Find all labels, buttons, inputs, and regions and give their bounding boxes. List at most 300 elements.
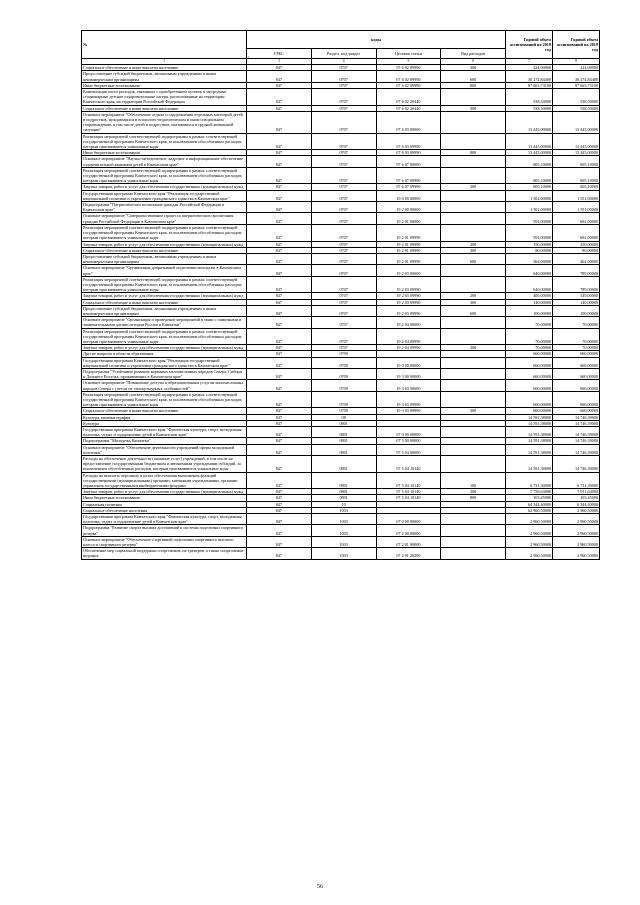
row-cs: 19 2 01 00000 [376, 213, 441, 224]
page-number: 56 [317, 884, 323, 890]
row-2019: 103,45000 [553, 495, 600, 501]
row-vr: 100 [441, 472, 506, 489]
row-razdel: 1003 [311, 507, 376, 513]
row-2019: 538,50000 [553, 105, 600, 111]
row-razdel: 0709 [311, 351, 376, 357]
row-vr: 800 [441, 82, 506, 88]
row-grbs: 847 [247, 224, 312, 241]
row-2019: 660,00000 [553, 357, 600, 368]
row-2019: 6 344,40000 [553, 501, 600, 507]
row-grbs: 847 [247, 357, 312, 368]
row-name: Предоставление субсидий бюджетным, автономным учреждениям и иным некоммерческим организациям [82, 305, 247, 316]
row-cs: 19 2 04 00000 [376, 317, 441, 328]
row-cs: 07 6 02 09990 [376, 82, 441, 88]
row-2018: 2 960,50000 [506, 525, 553, 536]
row-cs: 07 5 04 10140 [376, 456, 441, 473]
row-grbs: 847 [247, 489, 312, 495]
row-razdel: 0707 [311, 345, 376, 351]
row-name: Закупка товаров, работ и услуг для обеспечения государственных (муниципальных) нужд [82, 345, 247, 351]
row-vr [441, 328, 506, 345]
header-grbs: ГРБС [247, 49, 312, 59]
row-grbs: 847 [247, 514, 312, 525]
row-2019: 140,00000 [553, 299, 600, 305]
colnum-7: 7 [506, 59, 553, 65]
row-cs: 07 6 07 09990 [376, 184, 441, 190]
row-razdel: 0709 [311, 408, 376, 414]
row-cs: 07 2 00 00000 [376, 525, 441, 536]
row-2019: 660,00000 [553, 408, 600, 414]
row-vr: 300 [441, 105, 506, 111]
row-grbs: 847 [247, 105, 312, 111]
row-name: Государственная программа Камчатского края "Физическая культура, спорт, молодежная политика, отдых и оздоровление детей в Камчатском крае" [82, 427, 247, 438]
row-name: Социальное обеспечение и иные выплаты населению [82, 408, 247, 414]
row-name: Основное мероприятие "Обеспечение отдыха и оздоровления отдельных категорий детей и подростков, нуждающихся в психолого-педагогическом и ином специальном сопровождении, в том числе детей и подростков, оказавшихся в трудной жизненной ситуации" [82, 111, 247, 133]
row-grbs: 847 [247, 414, 312, 420]
table-row [82, 456, 600, 473]
row-name: Социальное обеспечение и иные выплаты населению [82, 65, 247, 71]
table-row [82, 391, 600, 408]
row-2018: 14 591,38000 [506, 438, 553, 444]
row-2018: 70,00000 [506, 328, 553, 345]
row-cs: 07 5 04 10140 [376, 489, 441, 495]
row-vr [441, 190, 506, 201]
row-razdel: 0707 [311, 317, 376, 328]
row-cs: 07 6 02 20440 [376, 105, 441, 111]
row-2018: 592,00000 [506, 213, 553, 224]
row-grbs: 847 [247, 420, 312, 426]
row-2019: 660,00000 [553, 368, 600, 379]
row-razdel: 0707 [311, 105, 376, 111]
row-razdel: 0707 [311, 299, 376, 305]
row-grbs: 847 [247, 317, 312, 328]
row-2019: 789,00000 [553, 265, 600, 276]
table-row [82, 265, 600, 276]
row-vr [441, 213, 506, 224]
header-num: № [82, 31, 247, 59]
table-row [82, 71, 600, 82]
table-row [82, 368, 600, 379]
row-2018: 1 502,00000 [506, 202, 553, 213]
table-row [82, 536, 600, 547]
header-2019: Годовой объем ассигнований на 2019 год [553, 31, 600, 59]
row-cs: 19 2 00 00000 [376, 202, 441, 213]
row-cs: 19 3 03 00000 [376, 380, 441, 391]
table-row [82, 213, 600, 224]
row-2019: 462,00000 [553, 253, 600, 264]
row-2018: 2 960,50000 [506, 548, 553, 559]
table-row [82, 224, 600, 241]
row-2019: 692,00000 [553, 213, 600, 224]
row-cs: 19 2 03 09990 [376, 293, 441, 299]
row-razdel: 0707 [311, 82, 376, 88]
row-2018: 592,00000 [506, 224, 553, 241]
row-2019: 2 960,50000 [553, 514, 600, 525]
row-cs: 07 6 02 09990 [376, 71, 441, 82]
row-2018: 62 960,50000 [506, 507, 553, 513]
row-cs: 19 0 00 00000 [376, 190, 441, 201]
row-grbs: 847 [247, 351, 312, 357]
row-name: Расходы на выплаты персоналу в целях обеспечения выполнения функций государственными (муниципальными) органами, казенными учреждениями, органами управления государственными внебюджетными фондами [82, 472, 247, 489]
row-razdel: 0707 [311, 265, 376, 276]
row-razdel: 0707 [311, 89, 376, 106]
row-grbs: 847 [247, 276, 312, 293]
row-name: Иные бюджетные ассигнования [82, 82, 247, 88]
row-name: Подпрограмма "Устойчивое развитие коренных малочисленных народов Севера, Сибири и Дальнего Востока, проживающих в Камчатском крае" [82, 368, 247, 379]
row-vr [441, 111, 506, 133]
row-name: Основное мероприятие "Совершенствование процесса патриотического воспитания граждан Российской Федерации в Камчатском крае" [82, 213, 247, 224]
row-name: Основное мероприятие "Обеспечение спортивной подготовки спортивного высшего класса и спортивного резерва" [82, 536, 247, 547]
row-name: Основное мероприятие "Организация и проведение мероприятий в связи с памятными и знаменательными датами истории России и Камчатки" [82, 317, 247, 328]
row-razdel: 0707 [311, 167, 376, 184]
row-cs: 07 6 02 09990 [376, 65, 441, 71]
row-2019: 14 746,39000 [553, 444, 600, 455]
row-2018: 660,00000 [506, 380, 553, 391]
row-grbs: 847 [247, 345, 312, 351]
table-row [82, 427, 600, 438]
table-row [82, 305, 600, 316]
row-cs: 19 3 03 09990 [376, 408, 441, 414]
row-grbs: 847 [247, 111, 312, 133]
row-cs: 19 2 03 09990 [376, 305, 441, 316]
row-2019: 224,00000 [553, 65, 600, 71]
header-row [82, 31, 600, 49]
row-grbs: 847 [247, 247, 312, 253]
row-razdel: 0707 [311, 150, 376, 156]
row-name: Реализация мероприятий соответствующей подпрограммы в рамках соответствующей государственной программы Камчатского края, за исключением обособленных расходов, которым присваиваются уникальные коды [82, 391, 247, 408]
row-grbs: 847 [247, 65, 312, 71]
colnum-4: 4 [311, 59, 376, 65]
row-2019: 7 911,64000 [553, 489, 600, 495]
row-2018: 660,00000 [506, 408, 553, 414]
row-cs: 19 3 03 09990 [376, 391, 441, 408]
row-cs: 19 2 01 09990 [376, 224, 441, 241]
row-razdel: 0707 [311, 202, 376, 213]
row-2019: 1 551,00000 [553, 190, 600, 201]
row-name: Закупка товаров, работ и услуг для обеспечения государственных (муниципальных) нужд [82, 241, 247, 247]
table-row [82, 111, 600, 133]
row-grbs: 847 [247, 456, 312, 473]
row-grbs: 847 [247, 438, 312, 444]
row-name: Иные бюджетные ассигнования [82, 150, 247, 156]
budget-table-sheet [81, 30, 600, 560]
row-grbs: 847 [247, 368, 312, 379]
row-razdel: 0709 [311, 391, 376, 408]
row-razdel: 0707 [311, 247, 376, 253]
row-vr: 800 [441, 495, 506, 501]
row-cs: 19 2 01 09990 [376, 253, 441, 264]
row-2018: 400,00000 [506, 293, 553, 299]
table-row [82, 89, 600, 106]
row-cs: 07 2 01 00000 [376, 536, 441, 547]
row-cs: 19 2 01 09990 [376, 241, 441, 247]
row-name: Основное мероприятие "Обеспечение деятельности учреждений сферы молодежной политики" [82, 444, 247, 455]
row-vr [441, 380, 506, 391]
row-cs: 19 0 00 00000 [376, 357, 441, 368]
row-2019: 13 445,00000 [553, 111, 600, 133]
row-2018: 14 591,38000 [506, 456, 553, 473]
row-name: Закупка товаров, работ и услуг для обеспечения государственных (муниципальных) нужд [82, 293, 247, 299]
row-vr [441, 276, 506, 293]
colnum-5: 5 [376, 59, 441, 65]
table-row [82, 328, 600, 345]
colnum-2-hidden: 2 [247, 56, 249, 60]
row-cs: 19 2 04 09990 [376, 328, 441, 345]
row-2019: 660,00000 [553, 351, 600, 357]
row-2018: 224,00000 [506, 65, 553, 71]
row-cs: 07 2 01 20290 [376, 548, 441, 559]
row-name: Подпрограмма "Патриотическое воспитание граждан Российской Федерации в Камчатском крае" [82, 202, 247, 213]
row-2018: 13 445,00000 [506, 133, 553, 150]
header-kody: коды [247, 31, 506, 49]
row-grbs: 847 [247, 328, 312, 345]
row-razdel: 0707 [311, 305, 376, 316]
row-name: Реализация мероприятий соответствующей подпрограммы в рамках соответствующей государственной программы Камчатского края, за исключением обособленных расходов, которым присваиваются уникальные коды [82, 224, 247, 241]
row-name: Социальное обеспечение населения [82, 507, 247, 513]
row-cs: 07 6 02 20440 [376, 89, 441, 106]
row-vr [441, 536, 506, 547]
row-name: Предоставление субсидий бюджетным, автономным учреждениям и иным некоммерческим организациям [82, 71, 247, 82]
row-2019: 605,10000 [553, 156, 600, 167]
row-grbs: 847 [247, 213, 312, 224]
row-vr [441, 224, 506, 241]
row-grbs: 847 [247, 501, 312, 507]
row-vr: 300 [441, 65, 506, 71]
row-cs: 07 0 00 00000 [376, 427, 441, 438]
row-vr: 600 [441, 305, 506, 316]
row-grbs: 847 [247, 427, 312, 438]
table-row [82, 190, 600, 201]
row-vr [441, 89, 506, 106]
row-grbs: 847 [247, 190, 312, 201]
row-cs: 07 6 07 09990 [376, 167, 441, 184]
row-vr: 200 [441, 345, 506, 351]
table-row [82, 133, 600, 150]
row-name: Подпрограмма "Развитие спорта высших достижений и системы подготовки спортивного резерва" [82, 525, 247, 536]
row-vr [441, 525, 506, 536]
row-razdel: 0801 [311, 427, 376, 438]
row-2018: 660,00000 [506, 368, 553, 379]
row-razdel: 0801 [311, 472, 376, 489]
row-razdel: 1003 [311, 514, 376, 525]
row-2019: 14 746,39000 [553, 414, 600, 420]
row-2018: 605,10000 [506, 156, 553, 167]
colnum-1: 1 [82, 59, 247, 65]
row-cs: 07 5 04 00000 [376, 444, 441, 455]
row-razdel: 0707 [311, 184, 376, 190]
row-cs: 07 6 07 00000 [376, 156, 441, 167]
row-2019: 2 960,50000 [553, 525, 600, 536]
row-razdel: 0707 [311, 224, 376, 241]
row-grbs: 847 [247, 89, 312, 106]
row-vr [441, 357, 506, 368]
row-grbs: 847 [247, 391, 312, 408]
header-razdel: Раздел, под-раздел [311, 49, 376, 59]
row-razdel: 0801 [311, 444, 376, 455]
row-name: Государственная программа Камчатского края "Реализация государственной национальной политики и укрепление гражданского единства в Камчатском крае" [82, 357, 247, 368]
row-cs: 07 0 00 00000 [376, 514, 441, 525]
row-razdel: 0707 [311, 276, 376, 293]
row-vr: 800 [441, 150, 506, 156]
row-2019: 70,00000 [553, 345, 600, 351]
row-grbs: 847 [247, 82, 312, 88]
row-2018: 14 591,38000 [506, 444, 553, 455]
row-vr: 600 [441, 71, 506, 82]
row-razdel: 0707 [311, 213, 376, 224]
row-razdel: 0801 [311, 420, 376, 426]
row-2018: 14 591,38000 [506, 420, 553, 426]
header-vr: Вид расходов [441, 49, 506, 59]
row-name: Иные бюджетные ассигнования [82, 495, 247, 501]
table-row [82, 167, 600, 184]
row-vr [441, 444, 506, 455]
row-2019: 14 746,39000 [553, 456, 600, 473]
row-2019: 13 445,00000 [553, 133, 600, 150]
row-2018: 103,45000 [506, 495, 553, 501]
table-body [82, 65, 600, 559]
row-razdel: 0707 [311, 253, 376, 264]
row-name: Основное мероприятие "Организация допризывной подготовки молодежи в Камчатском крае" [82, 265, 247, 276]
row-name: Основное мероприятие "Научно-методическое, кадровое и информационное обеспечение оздоровительной кампании детей в Камчатском крае" [82, 156, 247, 167]
table-row [82, 548, 600, 559]
row-cs: 07 5 04 10140 [376, 495, 441, 501]
row-razdel: 0801 [311, 456, 376, 473]
row-cs: 19 2 01 09990 [376, 247, 441, 253]
row-vr [441, 202, 506, 213]
row-vr: 200 [441, 293, 506, 299]
row-grbs: 847 [247, 71, 312, 82]
row-name: Социальное обеспечение и иные выплаты населению [82, 105, 247, 111]
row-2019: 2 960,50000 [553, 548, 600, 559]
row-vr [441, 167, 506, 184]
row-2018: 64 344,40000 [506, 501, 553, 507]
row-vr [441, 156, 506, 167]
row-grbs: 847 [247, 408, 312, 414]
table-row [82, 253, 600, 264]
row-2019: 70,00000 [553, 317, 600, 328]
row-grbs: 847 [247, 525, 312, 536]
row-razdel: 0707 [311, 65, 376, 71]
row-2018: 140,00000 [506, 299, 553, 305]
row-grbs: 847 [247, 380, 312, 391]
row-razdel: 08 [311, 414, 376, 420]
row-name: Другие вопросы в области образования [82, 351, 247, 357]
row-grbs: 847 [247, 548, 312, 559]
row-name: Культура, кинематография [82, 414, 247, 420]
row-name: Социальное обеспечение и иные выплаты населению [82, 299, 247, 305]
colnum-3: 3 [247, 59, 312, 65]
row-razdel: 0707 [311, 111, 376, 133]
row-name: Социальная политика [82, 501, 247, 507]
row-vr [441, 265, 506, 276]
row-name: Предоставление субсидий бюджетным, автономным учреждениям и иным некоммерческим организациям [82, 253, 247, 264]
row-razdel: 0707 [311, 190, 376, 201]
colnum-6: 6 [441, 59, 506, 65]
row-name: Реализация мероприятий соответствующей подпрограммы в рамках соответствующей государственной программы Камчатского края, за исключением обособленных расходов, которым присваиваются уникальные коды [82, 167, 247, 184]
row-vr: 300 [441, 299, 506, 305]
row-2018: 660,00000 [506, 391, 553, 408]
row-2018: 1 502,00000 [506, 190, 553, 201]
table-row [82, 156, 600, 167]
row-cs: 19 2 04 09990 [376, 345, 441, 351]
row-name: Компенсация части расходов, связанных с приобретением путевок в загородные стационарные детские оздоровительные лагеря, расположенные на территории Камчатского края, на территории Российской Федерации [82, 89, 247, 106]
row-grbs: 847 [247, 253, 312, 264]
row-2018: 605,10000 [506, 167, 553, 184]
row-grbs: 847 [247, 156, 312, 167]
row-2018: 80,00000 [506, 247, 553, 253]
row-2019: 2 960,50000 [553, 536, 600, 547]
row-2018: 70,00000 [506, 345, 553, 351]
row-razdel: 0801 [311, 489, 376, 495]
row-razdel: 1003 [311, 525, 376, 536]
table-row [82, 472, 600, 489]
row-cs: 07 6 03 00000 [376, 111, 441, 133]
row-2019: 692,00000 [553, 224, 600, 241]
row-grbs: 847 [247, 536, 312, 547]
row-vr [441, 456, 506, 473]
row-2019: 6 731,30000 [553, 472, 600, 489]
row-2018: 150,00000 [506, 241, 553, 247]
row-2019: 605,10000 [553, 184, 600, 190]
row-grbs: 847 [247, 202, 312, 213]
row-grbs: 847 [247, 241, 312, 247]
row-grbs: 847 [247, 150, 312, 156]
row-name: Государственная программа Камчатского края "Реализация государственной национальной политики и укрепление гражданского единства в Камчатском крае" [82, 190, 247, 201]
row-2018: 13 445,00000 [506, 111, 553, 133]
table-row [82, 317, 600, 328]
row-grbs: 847 [247, 299, 312, 305]
row-name: Закупка товаров, работ и услуг для обеспечения государственных (муниципальных) нужд [82, 489, 247, 495]
row-2019: 605,10000 [553, 167, 600, 184]
row-vr [441, 317, 506, 328]
row-vr: 200 [441, 489, 506, 495]
row-razdel: 0709 [311, 380, 376, 391]
row-razdel: 0801 [311, 438, 376, 444]
row-2019: 87 663,73100 [553, 82, 600, 88]
row-cs: 19 2 03 09990 [376, 276, 441, 293]
row-2018: 13 445,00000 [506, 150, 553, 156]
row-grbs: 847 [247, 184, 312, 190]
row-grbs: 847 [247, 507, 312, 513]
row-vr: 300 [441, 408, 506, 414]
row-cs: 19 3 00 00000 [376, 368, 441, 379]
row-2018: 605,10000 [506, 184, 553, 190]
row-2019: 660,00000 [553, 380, 600, 391]
row-razdel: 0707 [311, 156, 376, 167]
row-grbs: 847 [247, 495, 312, 501]
row-razdel: 0801 [311, 495, 376, 501]
row-vr [441, 368, 506, 379]
row-name: Основное мероприятие "Повышение доступа к образовательным услугам малочисленных народов Севера с учетом их этнокультурных особенностей" [82, 380, 247, 391]
row-2019: 14 746,39000 [553, 438, 600, 444]
row-2018: 538,50000 [506, 89, 553, 106]
header-2018: Годовой объем ассигнований на 2018 год [506, 31, 553, 59]
table-row [82, 380, 600, 391]
row-2018: 14 591,38000 [506, 414, 553, 420]
table-row [82, 444, 600, 455]
row-2019: 660,00000 [553, 391, 600, 408]
row-vr [441, 427, 506, 438]
row-2019: 1 551,00000 [553, 202, 600, 213]
table-row [82, 357, 600, 368]
row-name: Социальное обеспечение и иные выплаты населению [82, 247, 247, 253]
row-2018: 640,00000 [506, 276, 553, 293]
row-2019: 100,00000 [553, 305, 600, 316]
header-cs: Целевая статья [376, 49, 441, 59]
row-name: Культура [82, 420, 247, 426]
row-2019: 80,00000 [553, 247, 600, 253]
row-grbs: 847 [247, 472, 312, 489]
row-cs: 07 5 00 00000 [376, 438, 441, 444]
